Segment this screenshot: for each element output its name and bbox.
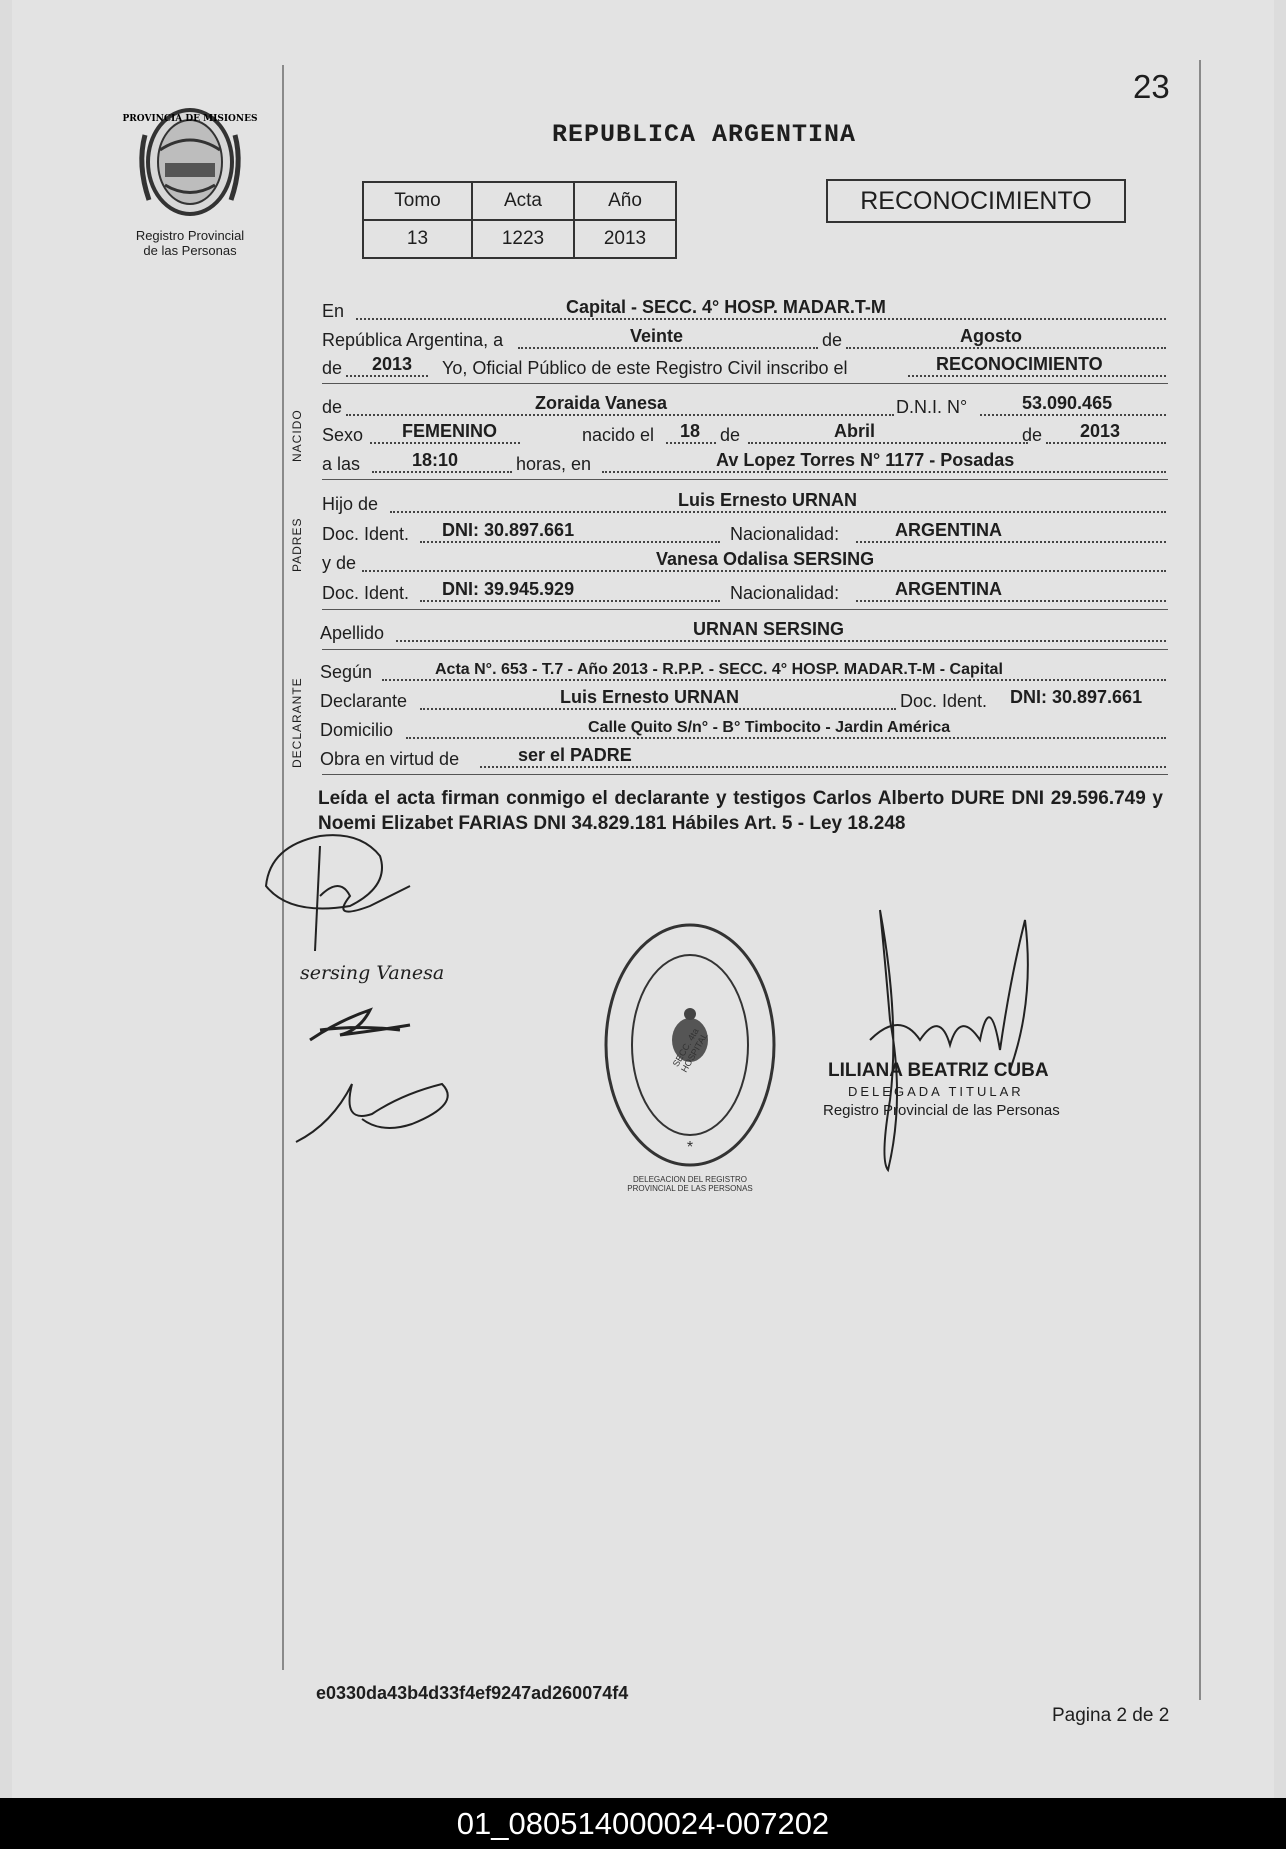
- row-apellido: [320, 620, 1168, 646]
- value-padre-nac: ARGENTINA: [895, 520, 1002, 540]
- label-decl-doc: Doc. Ident.: [900, 691, 988, 711]
- signer-role: DELEGADA TITULAR: [848, 1084, 1024, 1099]
- label-horas: horas, en: [516, 454, 592, 474]
- label-de2: de: [322, 358, 343, 378]
- page-number: 23: [1133, 68, 1170, 105]
- label-nac-de2: de: [1022, 425, 1043, 445]
- value-nac-anio: 2013: [1080, 421, 1121, 441]
- dotted-line: [346, 375, 428, 377]
- ref-header-acta: Acta: [472, 182, 574, 220]
- dotted-line: [1046, 442, 1166, 444]
- handwritten-name: sersing Vanesa: [300, 962, 445, 984]
- dotted-line: [390, 511, 1166, 513]
- value-dni: 53.090.465: [1022, 393, 1113, 413]
- document-page: [12, 0, 1274, 1798]
- label-doc2: Doc. Ident.: [322, 583, 410, 603]
- right-margin-line: [1199, 60, 1201, 1700]
- document-hash: e0330da43b4d33f4ef9247ad260074f4: [316, 1683, 629, 1703]
- separator: [322, 479, 1168, 480]
- dotted-line: [846, 347, 1166, 349]
- dotted-line: [518, 347, 818, 349]
- signature-oficial: [860, 900, 1060, 1175]
- label-sexo: Sexo: [322, 425, 364, 445]
- label-dni: D.N.I. N°: [896, 397, 968, 417]
- signature-witness-2: [292, 1064, 452, 1149]
- logo-caption-line1: Registro Provincial: [135, 228, 245, 243]
- value-anio: 2013: [372, 354, 413, 374]
- row-sexo: [320, 422, 1168, 448]
- value-obra: ser el PADRE: [518, 745, 632, 765]
- value-hora: 18:10: [412, 450, 459, 470]
- label-nacido: nacido el: [582, 425, 655, 445]
- logo-caption: [115, 228, 265, 258]
- stamp-ring-text: DELEGACION DEL REGISTRO PROVINCIAL DE LAS PERSONAS: [627, 1175, 753, 1193]
- dotted-line: [420, 600, 720, 602]
- row-declarante: [320, 688, 1168, 714]
- label-yde: y de: [322, 553, 357, 573]
- ref-header-tomo: Tomo: [363, 182, 472, 220]
- label-republica: República Argentina, a: [322, 330, 504, 350]
- signer-org: Registro Provincial de las Personas: [823, 1102, 1060, 1119]
- dotted-line: [396, 640, 1166, 642]
- value-madre-nac: ARGENTINA: [895, 579, 1002, 599]
- value-padre: Luis Ernesto URNAN: [678, 490, 858, 510]
- value-nac-dia: 18: [680, 421, 701, 441]
- separator: [322, 383, 1168, 384]
- value-madre: Vanesa Odalisa SERSING: [656, 549, 875, 569]
- label-obra: Obra en virtud de: [320, 749, 460, 769]
- logo-caption-line2: de las Personas: [143, 243, 237, 258]
- label-segun: Según: [320, 662, 373, 682]
- label-nac: Nacionalidad:: [730, 524, 840, 544]
- value-dia: Veinte: [630, 326, 684, 346]
- dotted-line: [356, 318, 1166, 320]
- svg-text:*: *: [686, 1139, 694, 1156]
- dotted-line: [420, 541, 720, 543]
- dotted-line: [362, 570, 1166, 572]
- signature-witness-1: [300, 1000, 430, 1050]
- dotted-line: [372, 471, 512, 473]
- pagination: Pagina 2 de 2: [1052, 1705, 1170, 1726]
- value-apellido: URNAN SERSING: [693, 619, 845, 639]
- dotted-line: [370, 442, 520, 444]
- row-domicilio: [320, 717, 1168, 743]
- row-hijo: [320, 491, 1168, 517]
- label-nac-de: de: [720, 425, 741, 445]
- row-padre-doc: [320, 521, 1168, 547]
- ref-value-anio: 2013: [574, 220, 676, 258]
- label-de: de: [822, 330, 843, 350]
- value-inscribo: RECONOCIMIENTO: [936, 354, 1103, 374]
- label-declarante: Declarante: [320, 691, 408, 711]
- label-alas: a las: [322, 454, 361, 474]
- value-nombre: Zoraida Vanesa: [535, 393, 668, 413]
- row-republica: [320, 327, 1168, 353]
- label-hijo: Hijo de: [322, 494, 379, 514]
- row-segun: [320, 659, 1168, 685]
- value-en: Capital - SECC. 4° HOSP. MADAR.T-M: [566, 297, 886, 317]
- value-segun: Acta N°. 653 - T.7 - Año 2013 - R.P.P. - SECC. 4° HOSP. MADAR.T-M - Capital: [435, 661, 1003, 678]
- dotted-line: [856, 541, 1166, 543]
- dotted-line: [602, 471, 1166, 473]
- value-decl-doc: DNI: 30.897.661: [1010, 687, 1143, 707]
- signature-declarante: [260, 826, 430, 956]
- logo-ring-text: PROVINCIA DE MISIONES: [122, 114, 258, 124]
- side-label-nacido: NACIDO: [290, 409, 304, 462]
- value-padre-doc: DNI: 30.897.661: [442, 520, 575, 540]
- document-title: REPUBLICA ARGENTINA: [552, 120, 857, 149]
- ref-header-anio: Año: [574, 182, 676, 220]
- value-mes: Agosto: [960, 326, 1022, 346]
- side-label-declarante: DECLARANTE: [290, 677, 304, 768]
- value-nac-mes: Abril: [834, 421, 876, 441]
- act-type-box: RECONOCIMIENTO: [826, 179, 1126, 223]
- value-lugar: Av Lopez Torres N° 1177 - Posadas: [716, 450, 1015, 470]
- label-en: En: [322, 301, 345, 321]
- value-sexo: FEMENINO: [402, 421, 498, 441]
- label-nac2: Nacionalidad:: [730, 583, 840, 603]
- label-doc: Doc. Ident.: [322, 524, 410, 544]
- row-nombre: [320, 394, 1168, 420]
- dotted-line: [480, 766, 1166, 768]
- label-domicilio: Domicilio: [320, 720, 394, 740]
- separator: [322, 774, 1168, 775]
- value-domicilio: Calle Quito S/n° - B° Timbocito - Jardin América: [588, 719, 951, 736]
- misiones-seal-logo: [122, 105, 258, 223]
- row-en: [320, 298, 1168, 324]
- dotted-line: [908, 375, 1166, 377]
- stamp-inner-text: SECC. 4ta HOSPITAL: [670, 1026, 710, 1074]
- separator: [322, 609, 1168, 610]
- ref-value-acta: 1223: [472, 220, 574, 258]
- dotted-line: [666, 442, 716, 444]
- label-de3: de: [322, 397, 343, 417]
- dotted-line: [980, 414, 1166, 416]
- label-oficial: Yo, Oficial Público de este Registro Civil inscribo el: [442, 358, 848, 378]
- signer-name: LILIANA BEATRIZ CUBA: [828, 1060, 1049, 1081]
- row-madre: [320, 550, 1168, 576]
- value-declarante: Luis Ernesto URNAN: [560, 687, 740, 707]
- row-madre-doc: [320, 580, 1168, 606]
- side-label-padres: PADRES: [290, 517, 304, 572]
- dotted-line: [346, 414, 894, 416]
- separator: [322, 649, 1168, 650]
- dotted-line: [856, 600, 1166, 602]
- row-obra: [320, 746, 1168, 772]
- footer-id-bar: 01_080514000024-007202: [0, 1798, 1286, 1849]
- row-hora: [320, 451, 1168, 477]
- value-madre-doc: DNI: 39.945.929: [442, 579, 575, 599]
- row-oficial: [320, 355, 1168, 381]
- ref-value-tomo: 13: [363, 220, 472, 258]
- dotted-line: [748, 442, 1028, 444]
- ref-table: [362, 181, 677, 259]
- closing-paragraph: Leída el acta firman conmigo el declarante y testigos Carlos Alberto DURE DNI 29.596.749 y Noemi Elizabet FARIAS DNI 34.829.181 Hábiles Art. 5 - Ley 18.248: [318, 788, 1163, 834]
- dotted-line: [406, 737, 1166, 739]
- dotted-line: [420, 708, 896, 710]
- dotted-line: [382, 679, 1166, 681]
- label-apellido: Apellido: [320, 623, 385, 643]
